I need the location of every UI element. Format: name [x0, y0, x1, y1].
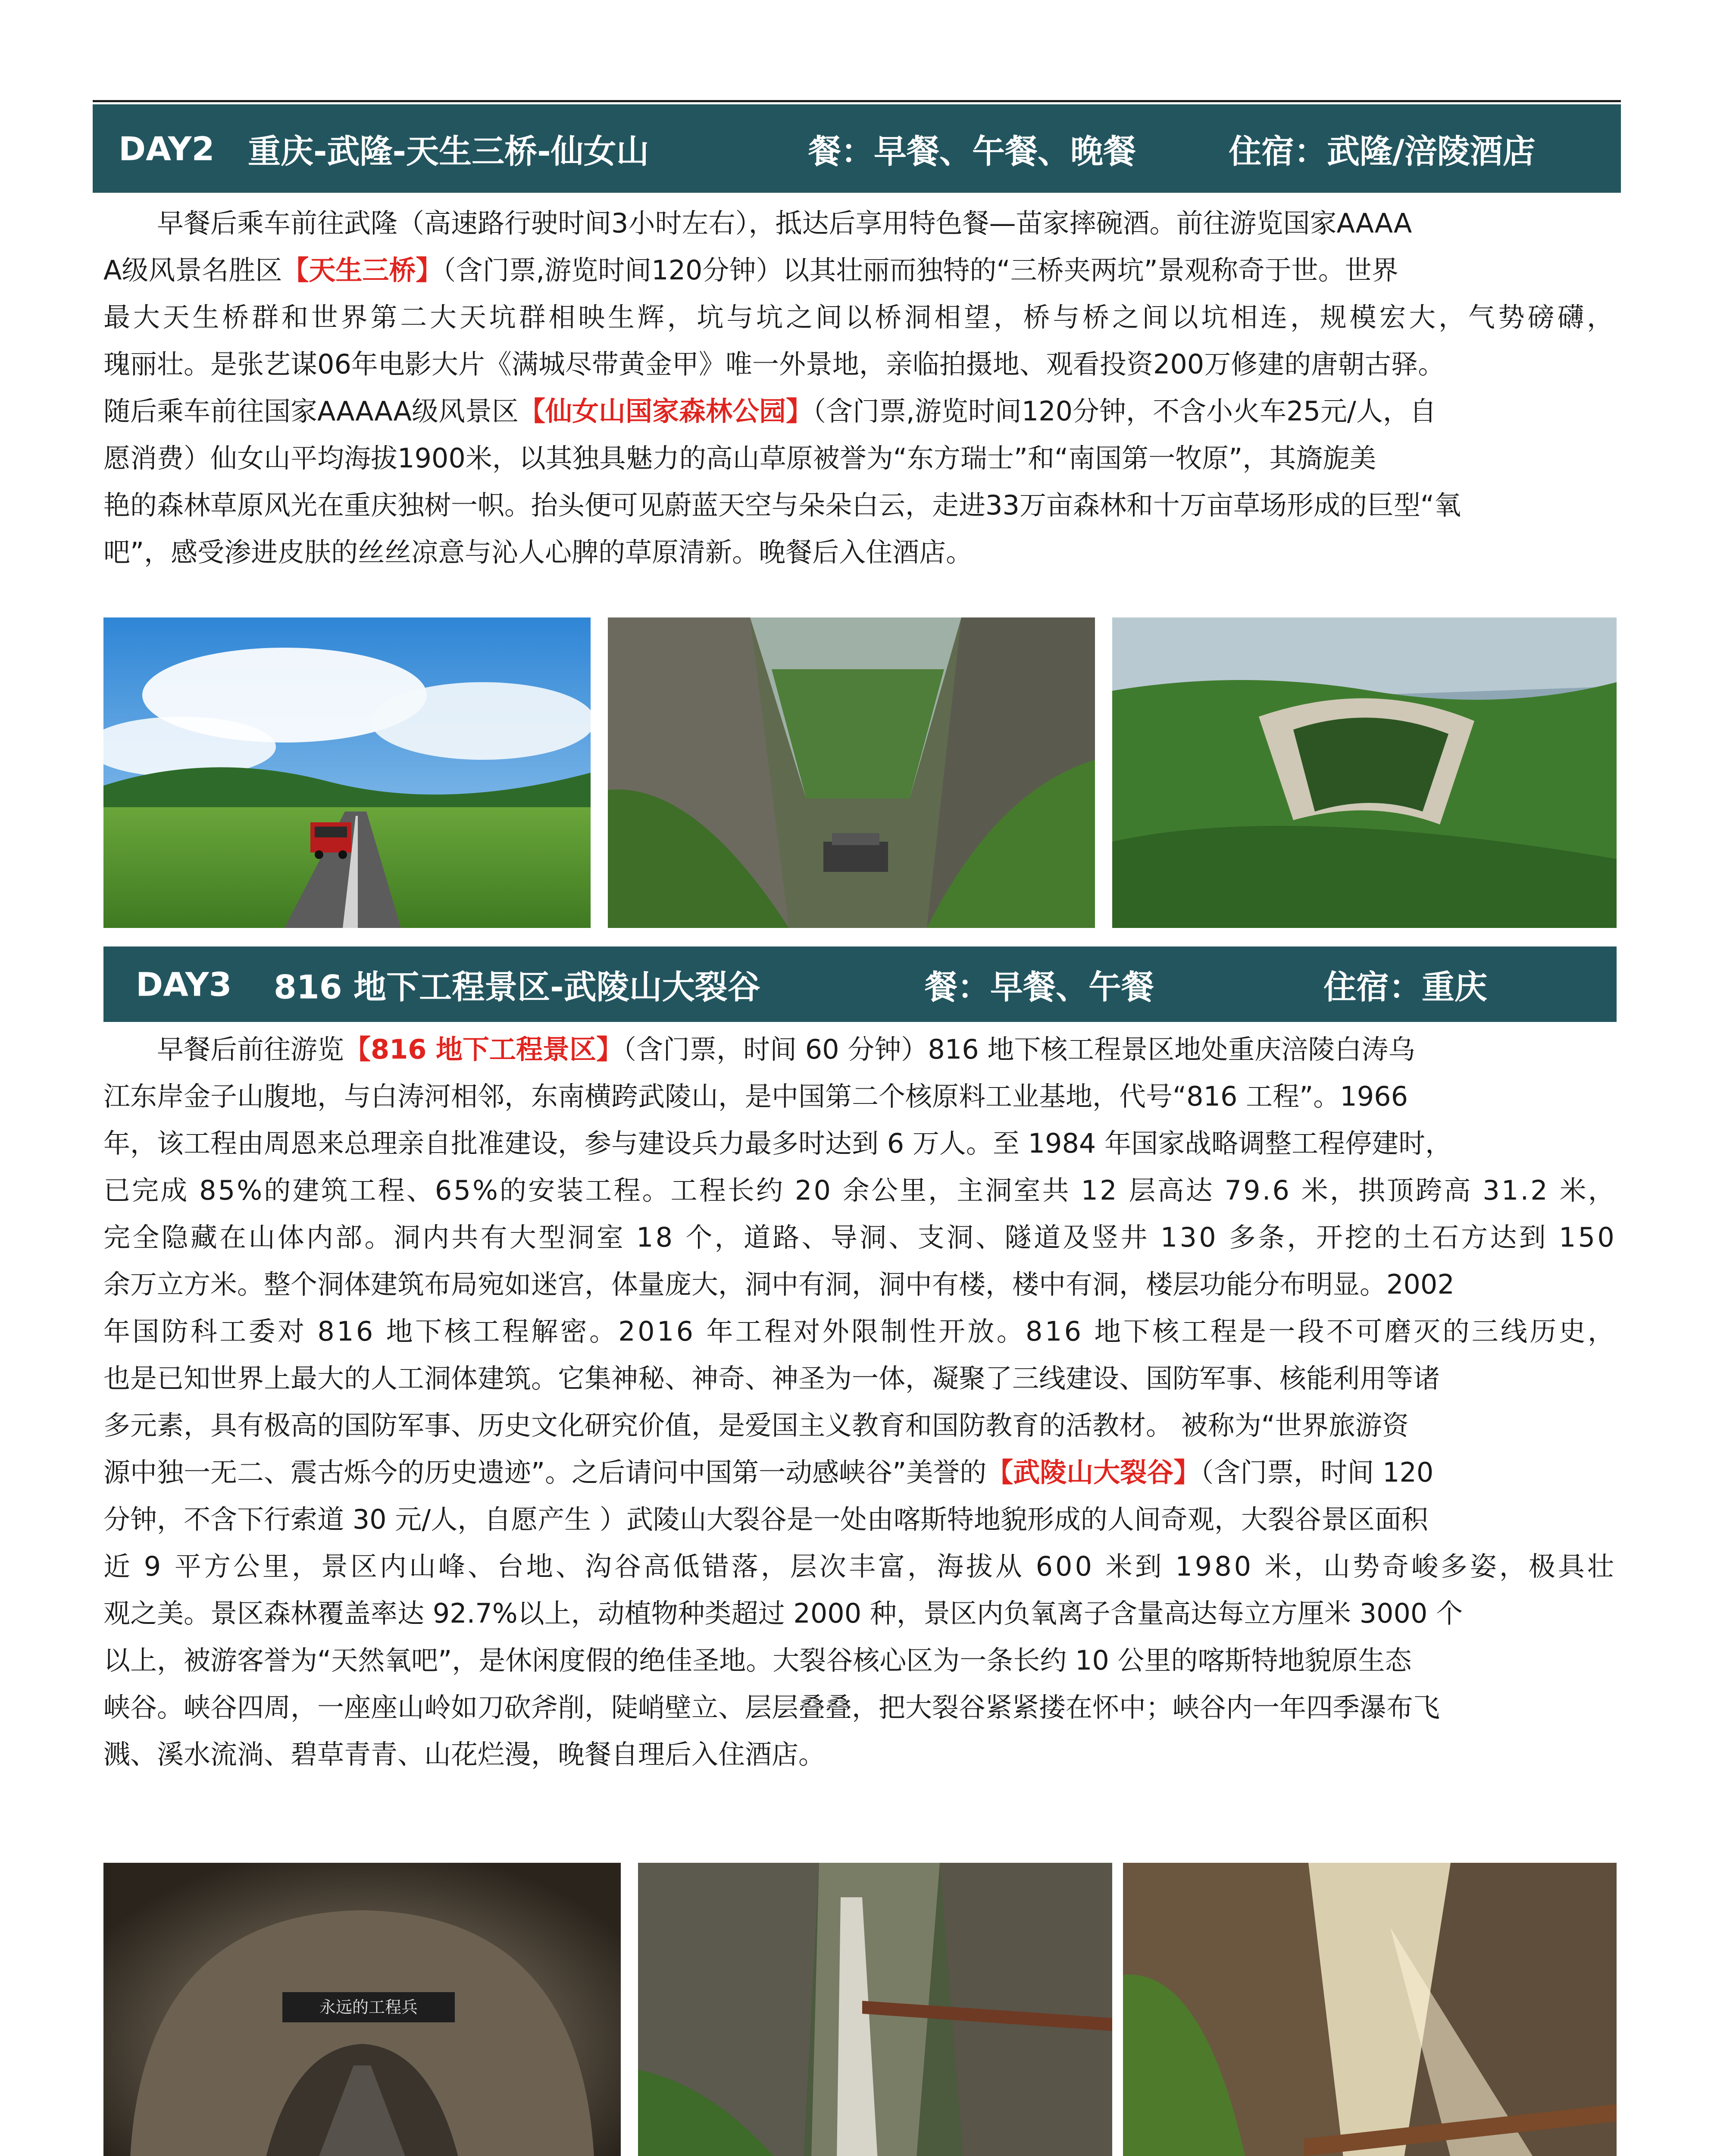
text-line	[103, 1355, 1617, 1402]
text-run: 溅、溪水流淌、碧草青青、山花烂漫，晚餐自理后入住酒店。	[103, 1739, 826, 1770]
text-run: 峡谷。峡谷四周，一座座山岭如刀砍斧削，陡峭壁立、层层叠叠，把大裂谷紧紧搂在怀中；峡谷内一年四季瀑布飞	[103, 1692, 1440, 1723]
text-line	[103, 1637, 1617, 1684]
text-run: 愿消费）仙女山平均海拔1900米，以其独具魅力的高山草原被誉为“东方瑞士”和“南国第一牧原”，其旖旎美	[103, 442, 1376, 474]
day2-route: 重庆-武隆-天生三桥-仙女山	[248, 132, 649, 170]
text-run: 观之美。景区森林覆盖率达 92.7%以上，动植物种类超过 2000 种，景区内负氧离子含量高达每立方厘米 3000 个	[103, 1598, 1463, 1629]
text-run: 多元素，具有极高的国防军事、历史文化研究价值，是爱国主义教育和国防教育的活教材。 被称为“世界旅游资	[103, 1410, 1409, 1441]
photo-816-tunnel	[103, 1863, 621, 2156]
day3-meals: 餐：早餐、午餐	[925, 968, 1154, 1006]
text-run: （含门票,游览时间120分钟，不含小火车25元/人，自	[812, 395, 1436, 427]
text-run: 瑰丽壮。是张艺谋06年电影大片《满城尽带黄金甲》唯一外景地，亲临拍摄地、观看投资200万修建的唐朝古驿。	[103, 348, 1445, 380]
text-run: 随后乘车前往国家AAAAA级风景区	[103, 395, 519, 427]
text-run: 分钟，不含下行索道 30 元/人，自愿产生 ）武陵山大裂谷是一处由喀斯特地貌形成的人间奇观，大裂谷景区面积	[103, 1504, 1428, 1535]
day3-label: DAY3	[136, 965, 232, 1003]
text-run: 年国防科工委对 816 地下核工程解密。2016 年工程对外限制性开放。816 地下核工程是一段不可磨灭的三线历史，	[103, 1316, 1617, 1347]
day2-label: DAY2	[119, 129, 215, 168]
text-line	[103, 1167, 1617, 1214]
text-run: （含门票，时间 120	[1200, 1457, 1434, 1488]
top-rule	[93, 100, 1621, 102]
highlight-attraction-name: 【仙女山国家森林公园】	[518, 395, 813, 427]
text-line	[103, 1449, 1617, 1496]
text-line	[103, 1590, 1617, 1637]
photo-tiankeng-aerial	[1112, 617, 1617, 928]
text-line	[103, 388, 1617, 435]
text-line	[103, 1214, 1617, 1261]
highlight-attraction-name: 【天生三桥】	[282, 254, 443, 286]
text-run: （含门票，时间 60 分钟）816 地下核工程景区地处重庆涪陵白涛乌	[623, 1034, 1415, 1065]
text-line	[103, 247, 1617, 294]
text-run: 江东岸金子山腹地，与白涛河相邻，东南横跨武陵山，是中国第二个核原料工业基地，代号“816 工程”。1966	[103, 1081, 1408, 1112]
text-line	[103, 200, 1617, 247]
text-line	[103, 1496, 1617, 1543]
highlight-attraction-name: 【武陵山大裂谷】	[986, 1457, 1201, 1488]
text-run: 吧”，感受渗进皮肤的丝丝凉意与沁人心脾的草原清新。晚餐后入住酒店。	[103, 536, 973, 568]
photo-wuling-canyon-sunrays	[1123, 1863, 1617, 2156]
text-line	[103, 1684, 1617, 1731]
text-run: 源中独一无二、震古烁今的历史遗迹”。之后请问中国第一动感峡谷”美誉的	[103, 1457, 987, 1488]
text-run: 早餐后前往游览	[103, 1034, 344, 1065]
day2-description	[103, 200, 1617, 576]
text-run: 早餐后乘车前往武隆（高速路行驶时间3小时左右），抵达后享用特色餐—苗家摔碗酒。前往游览国家AAAA	[103, 207, 1412, 239]
day2-header-bar	[93, 104, 1621, 193]
day3-header-bar	[103, 946, 1617, 1022]
text-run: 最大天生桥群和世界第二大天坑群相映生辉，坑与坑之间以桥洞相望，桥与桥之间以坑相连，规模宏大，气势磅礴，	[103, 301, 1617, 333]
text-run: 已完成 85%的建筑工程、65%的安装工程。工程长约 20 余公里，主洞室共 12 层高达 79.6 米，拱顶跨高 31.2 米，	[103, 1175, 1617, 1206]
text-line	[103, 1261, 1617, 1308]
text-run: 也是已知世界上最大的人工洞体建筑。它集神秘、神奇、神圣为一体，凝聚了三线建设、国防军事、核能利用等诸	[103, 1363, 1440, 1394]
text-run: 近 9 平方公里，景区内山峰、台地、沟谷高低错落，层次丰富，海拔从 600 米到 1980 米，山势奇峻多姿，极具壮	[103, 1551, 1617, 1582]
text-line	[103, 294, 1617, 341]
text-line	[103, 1308, 1617, 1355]
text-line	[103, 435, 1617, 482]
text-run: 年，该工程由周恩来总理亲自批准建设，参与建设兵力最多时达到 6 万人。至 1984 年国家战略调整工程停建时，	[103, 1128, 1452, 1159]
tunnel-sign: 永远的工程兵	[319, 1998, 418, 2017]
day3-route: 816 地下工程景区-武陵山大裂谷	[274, 968, 760, 1006]
day3-hotel: 住宿：重庆	[1323, 968, 1487, 1006]
photo-xiannvshan-meadow-train	[103, 617, 591, 928]
text-line	[103, 1073, 1617, 1120]
day3-description	[103, 1026, 1617, 1778]
text-line	[103, 1731, 1617, 1778]
text-line	[103, 1026, 1617, 1073]
text-run: 余万立方米。整个洞体建筑布局宛如迷宫，体量庞大，洞中有洞，洞中有楼，楼中有洞，楼层功能分布明显。2002	[103, 1269, 1455, 1300]
highlight-attraction-name: 【816 地下工程景区】	[344, 1034, 623, 1065]
text-line	[103, 1402, 1617, 1449]
text-line	[103, 1120, 1617, 1167]
day2-hotel: 住宿：武隆/涪陵酒店	[1229, 132, 1536, 170]
text-line	[103, 482, 1617, 529]
photo-tiansheng-sanqiao-gorge	[608, 617, 1095, 928]
photo-wuling-waterfall-walkway	[638, 1863, 1112, 2156]
day2-meals: 餐：早餐、午餐、晚餐	[808, 132, 1136, 170]
text-run: A级风景名胜区	[103, 254, 282, 286]
text-run: 艳的森林草原风光在重庆独树一帜。抬头便可见蔚蓝天空与朵朵白云，走进33万亩森林和十万亩草场形成的巨型“氧	[103, 489, 1461, 521]
text-line	[103, 341, 1617, 388]
text-run: 完全隐藏在山体内部。洞内共有大型洞室 18 个，道路、导洞、支洞、隧道及竖井 130 多条，开挖的土石方达到 150	[103, 1222, 1617, 1253]
text-run: 以上，被游客誉为“天然氧吧”，是休闲度假的绝佳圣地。大裂谷核心区为一条长约 10 公里的喀斯特地貌原生态	[103, 1645, 1412, 1676]
text-line	[103, 1543, 1617, 1590]
text-run: （含门票,游览时间120分钟）以其壮丽而独特的“三桥夹两坑”景观称奇于世。世界	[442, 254, 1398, 286]
text-line	[103, 529, 1617, 576]
